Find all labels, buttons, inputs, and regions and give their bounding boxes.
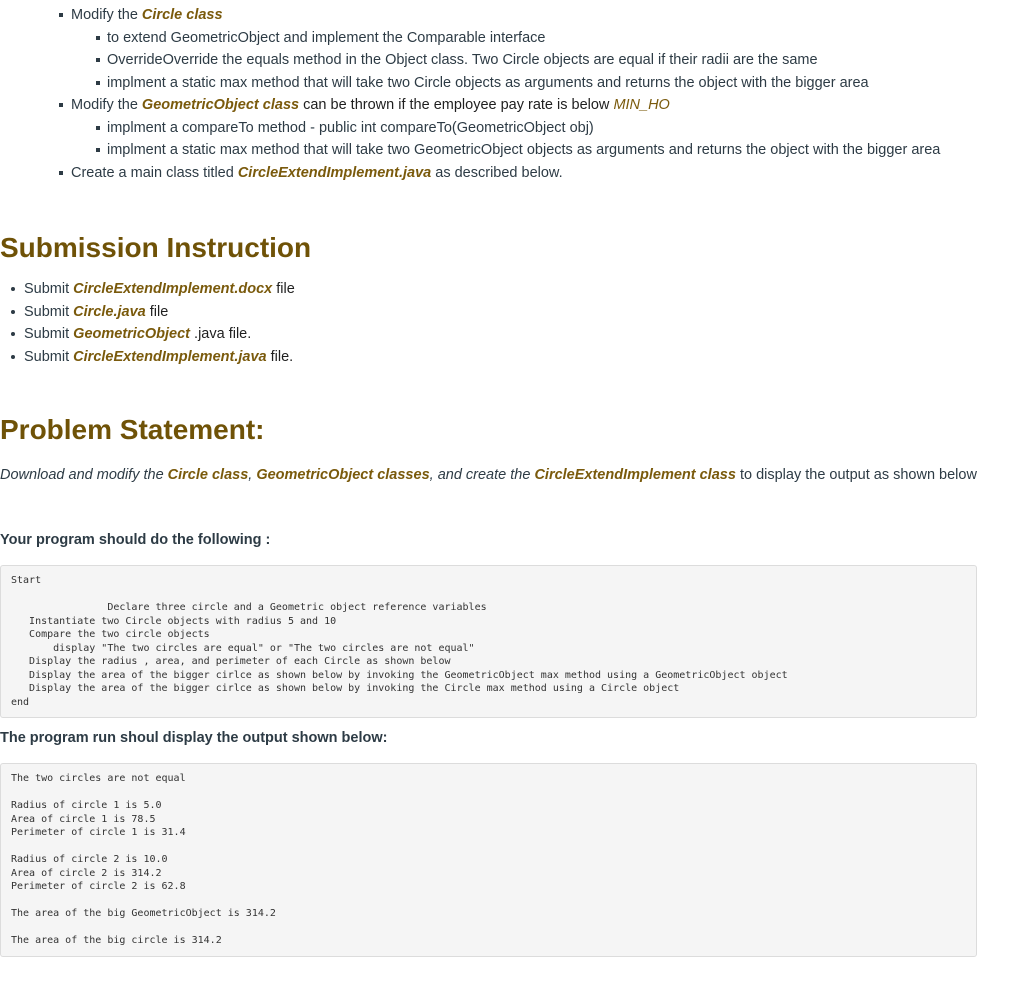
task-geometric-middle: can be thrown if the employee pay rate is below [299, 97, 614, 113]
task-main-prefix: Create a main class titled [71, 164, 238, 181]
submission-prefix: Submit [24, 348, 74, 365]
submission-item [10, 346, 295, 369]
statement-part: Download and modify the [0, 467, 168, 483]
submission-suffix: file [145, 303, 169, 320]
submission-item [10, 323, 295, 346]
output-label: The program run shoul display the output shown below: [0, 730, 388, 746]
circle-subtask-item: implment a static max method that will take two Circle objects as arguments and returns the object with the bigger area [94, 72, 940, 95]
submission-list [10, 278, 295, 368]
main-class-link[interactable]: CircleExtendImplement.java [237, 164, 432, 181]
submission-suffix: .java file. [190, 326, 252, 342]
sample-output-block: The two circles are not equal Radius of circle 1 is 5.0 Area of circle 1 is 78.5 Perimeter of circle 1 is 31.4 Radius of circle 2 is 10.0 Area of circle 2 is 314.2 Perimeter of circle 2 is 62.8 The area of the big GeometricObject is 314.2 The area of the big circle is 314.2 [0, 763, 977, 957]
task-modify-geometric [58, 94, 940, 162]
task-main-suffix: as described below. [431, 164, 563, 181]
circle-extend-implement-link[interactable]: CircleExtendImplement class [534, 467, 736, 483]
task-list [58, 4, 940, 184]
submission-suffix: file. [266, 348, 294, 365]
circle-class-link[interactable]: Circle class [167, 467, 249, 483]
circle-class-link[interactable]: Circle class [141, 7, 223, 23]
statement-part: , [248, 467, 257, 483]
submission-prefix: Submit [24, 303, 74, 320]
submission-item [10, 278, 295, 301]
geometric-subtasks [71, 117, 940, 162]
min-ho-constant: MIN_HO [613, 97, 670, 113]
submission-prefix: Submit [24, 326, 74, 342]
task-create-main [58, 162, 940, 185]
geometric-subtask-item: implment a static max method that will take two GeometricObject objects as arguments and returns the object with the bigger area [94, 139, 940, 162]
submission-item [10, 301, 295, 324]
statement-part: to display the output as shown below [735, 467, 977, 483]
submission-file-link[interactable]: CircleExtendImplement.docx [73, 281, 273, 297]
statement-part: , and create the [429, 467, 535, 483]
problem-heading: Problem Statement: [0, 414, 265, 445]
problem-statement [0, 465, 977, 485]
geometric-class-link[interactable]: GeometricObject class [141, 97, 300, 113]
circle-subtask-item: OverrideOverride the equals method in the Object class. Two Circle objects are equal if their radii are the same [94, 49, 940, 72]
submission-suffix: file [272, 281, 295, 297]
circle-subtasks [71, 27, 940, 95]
task-geometric-prefix: Modify the [71, 97, 142, 113]
geometric-subtask-item: implment a compareTo method - public int compareTo(GeometricObject obj) [94, 117, 940, 140]
pseudocode-block: Start Declare three circle and a Geometric object reference variables Instantiate two Circle objects with radius 5 and 10 Compare the two circle objects display "The two circles are equal" or "The two circles are not equal" Display the radius , area, and perimeter of each Circle as shown below Display the area of the bigger cirlce as shown below by invoking the GeometricObject max method using a GeometricObject object Display the area of the bigger cirlce as shown below by invoking the Circle max method using a Circle object end [0, 565, 977, 718]
submission-file-link[interactable]: CircleExtendImplement.java [73, 348, 267, 365]
program-steps-label: Your program should do the following : [0, 532, 271, 548]
submission-prefix: Submit [24, 281, 74, 297]
circle-subtask-item: to extend GeometricObject and implement the Comparable interface [94, 27, 940, 50]
submission-heading: Submission Instruction [0, 232, 312, 263]
task-modify-circle [58, 4, 940, 94]
submission-file-link[interactable]: Circle.java [73, 303, 146, 320]
submission-file-link[interactable]: GeometricObject [73, 326, 191, 342]
task-circle-prefix: Modify the [71, 7, 142, 23]
geometric-classes-link[interactable]: GeometricObject classes [256, 467, 430, 483]
